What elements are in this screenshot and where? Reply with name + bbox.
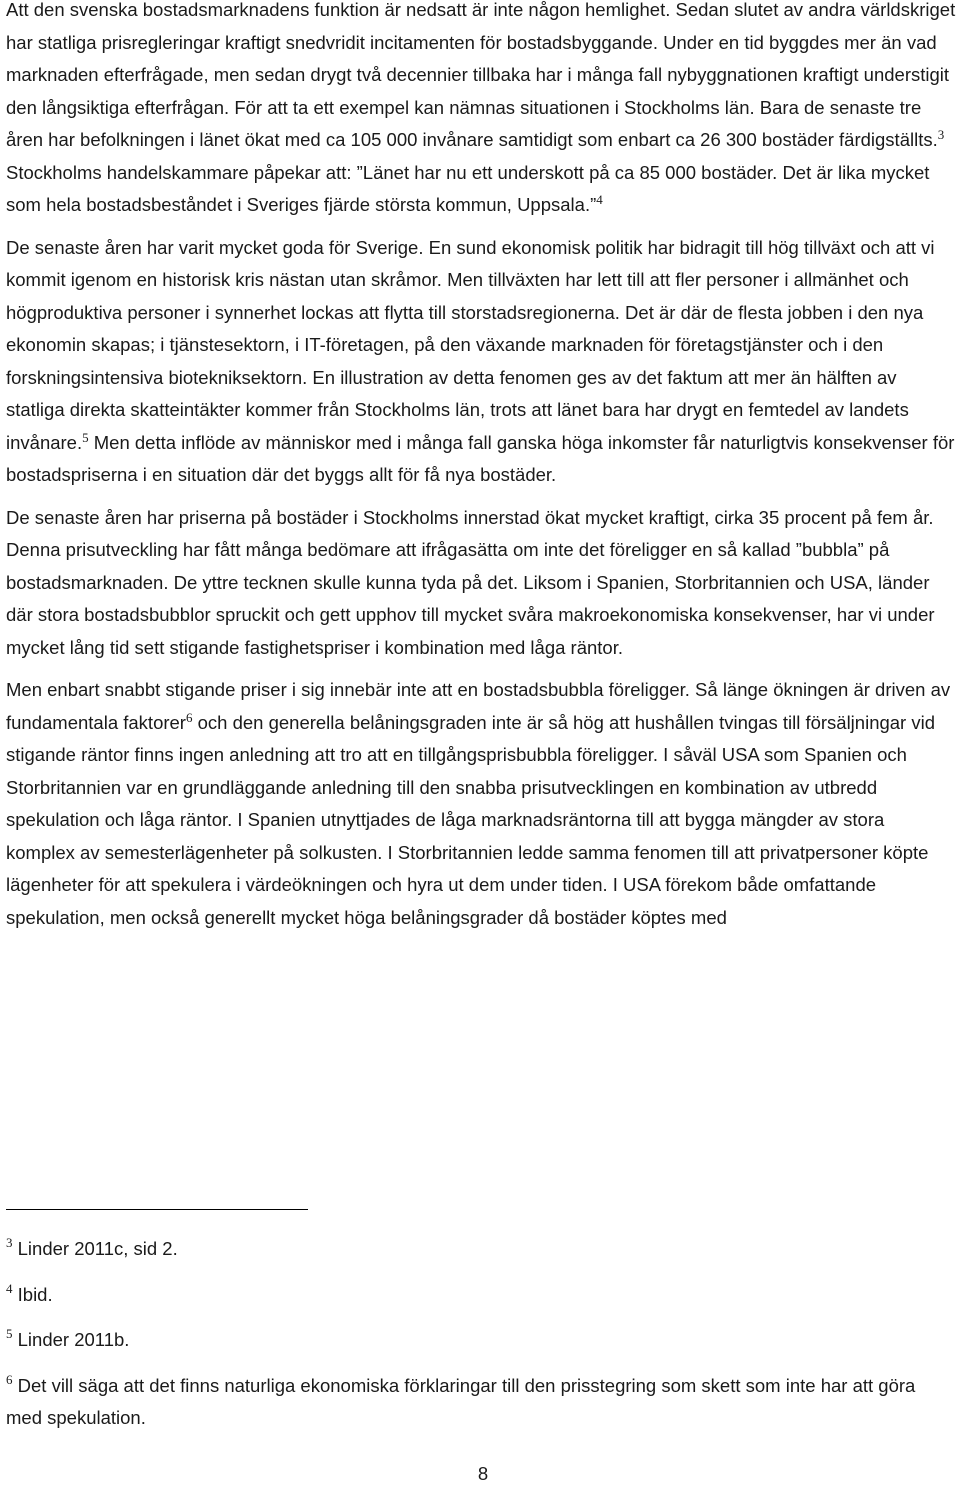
- paragraph-3-text: De senaste åren har priserna på bostäder i Stockholms innerstad ökat mycket kraftigt, cirka 35 procent på fem år. Denna prisutveckling har fått många bedömare att ifrågasätta om inte det föreligger en så kallad ”bubbla” på bostadsmarknaden. De yttre tecknen skulle kunna tyda på det. Liksom i Spanien, Storbritannien och USA, länder där stora bostadsbubblor spruckit och gett upphov till mycket svåra makroekonomiska konsekvenser, har vi under mycket lång tid sett stigande fastighetspriser i kombination med låga räntor.: [6, 506, 935, 658]
- paragraph-4-text-b: och den generella belåningsgraden inte är så hög att hushållen tvingas till försäljningar vid stigande räntor finns ingen anledning att tro att en tillgångsprisbubbla föreligger. I såväl USA som Spanien och Storbritannien var en grundläggande anledning till den snabba prisutvecklingen en kombination av utbredd spekulation och låga räntor. I Spanien utnyttjades de låga marknadsräntorna till att bygga mängder av stora komplex av semesterlägenheter på solkusten. I Storbritannien ledde samma fenomen till att privatpersoner köpte lägenheter för att spekulera i värdeökningen och hyra ut dem under tiden. I USA förekom både omfattande spekulation, men också generellt mycket höga belåningsgrader då bostäder köptes med: [6, 711, 936, 928]
- footnote-5-number: 5: [6, 1326, 13, 1341]
- paragraph-2-text-a: De senaste åren har varit mycket goda för Sverige. En sund ekonomisk politik har bidragit till hög tillväxt och att vi kommit igenom en historisk kris nästan utan skråmor. Men tillväxten har lett till att fler personer i allmänhet och högproduktiva personer i synnerhet lockas att flytta till storstadsregionerna. Det är där de flesta jobben i den nya ekonomin skapas; i tjänstesektorn, i IT-företagen, på den växande marknaden för företagstjänster och i den forskningsintensiva biotekniksektorn. En illustration av detta fenomen ges av det faktum att mer än hälften av statliga direkta skatteintäkter kommer från Stockholms län, trots att länet bara har drygt en femtedel av landets invånare.: [6, 236, 935, 453]
- paragraph-4-text-a: Men enbart snabbt stigande priser i sig innebär inte att en bostadsbubbla föreligger. Så länge ökningen är driven av fundamentala faktorer: [6, 679, 951, 733]
- footnote-ref-4[interactable]: 4: [596, 192, 603, 207]
- paragraph-bubble: [6, 674, 956, 934]
- footnote-6: [6, 1370, 956, 1435]
- footnote-4-number: 4: [6, 1280, 13, 1296]
- footnote-6-text: Det vill säga att det finns naturliga ekonomiska förklaringar till den prisstegring som skett som inte har att göra med spekulation.: [6, 1374, 916, 1428]
- footnote-ref-5[interactable]: 5: [82, 429, 89, 445]
- paragraph-1-text-a: Att den svenska bostadsmarknadens funktion är nedsatt är inte någon hemlighet. Sedan slutet av andra världskriget har statliga prisregleringar kraftigt snedvridit incitamenten för bostadsbyggande. Under en tid byggdes mer än vad marknaden efterfrågade, men sedan drygt två decennier tillbaka har i många fall nybyggnationen kraftigt understigit den långsiktiga efterfrågan. För att ta ett exempel kan nämnas situationen i Stockholms län. Bara de senaste tre åren har befolkningen i länet ökat med ca 105 000 invånare samtidigt som enbart ca 26 300 bostäder färdigställts.: [6, 0, 956, 150]
- page-number: 8: [477, 1463, 489, 1484]
- paragraph-housing-market: [6, 0, 956, 222]
- footnote-4: [6, 1279, 956, 1312]
- paragraph-1-text-b: Stockholms handelskammare påpekar att: ”Länet har nu ett underskott på ca 85 000 bostäder. Det är lika mycket som hela bostadsbeståndet i Sveriges fjärde största kommun, Uppsala.”: [6, 161, 930, 215]
- footnote-5: [6, 1324, 956, 1357]
- paragraph-prices: [6, 502, 956, 665]
- footnote-3-text: Linder 2011c, sid 2.: [12, 1238, 178, 1259]
- footnote-ref-3[interactable]: 3: [937, 127, 945, 142]
- paragraph-growth: [6, 232, 956, 492]
- footnote-5-text: Linder 2011b.: [12, 1329, 130, 1350]
- footnote-3: [6, 1233, 956, 1266]
- footnote-6-number: 6: [6, 1371, 13, 1387]
- footnotes: [6, 1233, 956, 1448]
- footnote-ref-6[interactable]: 6: [185, 709, 193, 725]
- footnote-3-number: 3: [6, 1235, 13, 1250]
- footnote-separator: [6, 1209, 308, 1210]
- page-body: [6, 0, 956, 934]
- footnote-4-text: Ibid.: [12, 1283, 53, 1305]
- paragraph-2-text-b: Men detta inflöde av människor med i många fall ganska höga inkomster får naturligtvis konsekvenser för bostadspriserna i en situation där det byggs allt för få nya bostäder.: [6, 431, 955, 485]
